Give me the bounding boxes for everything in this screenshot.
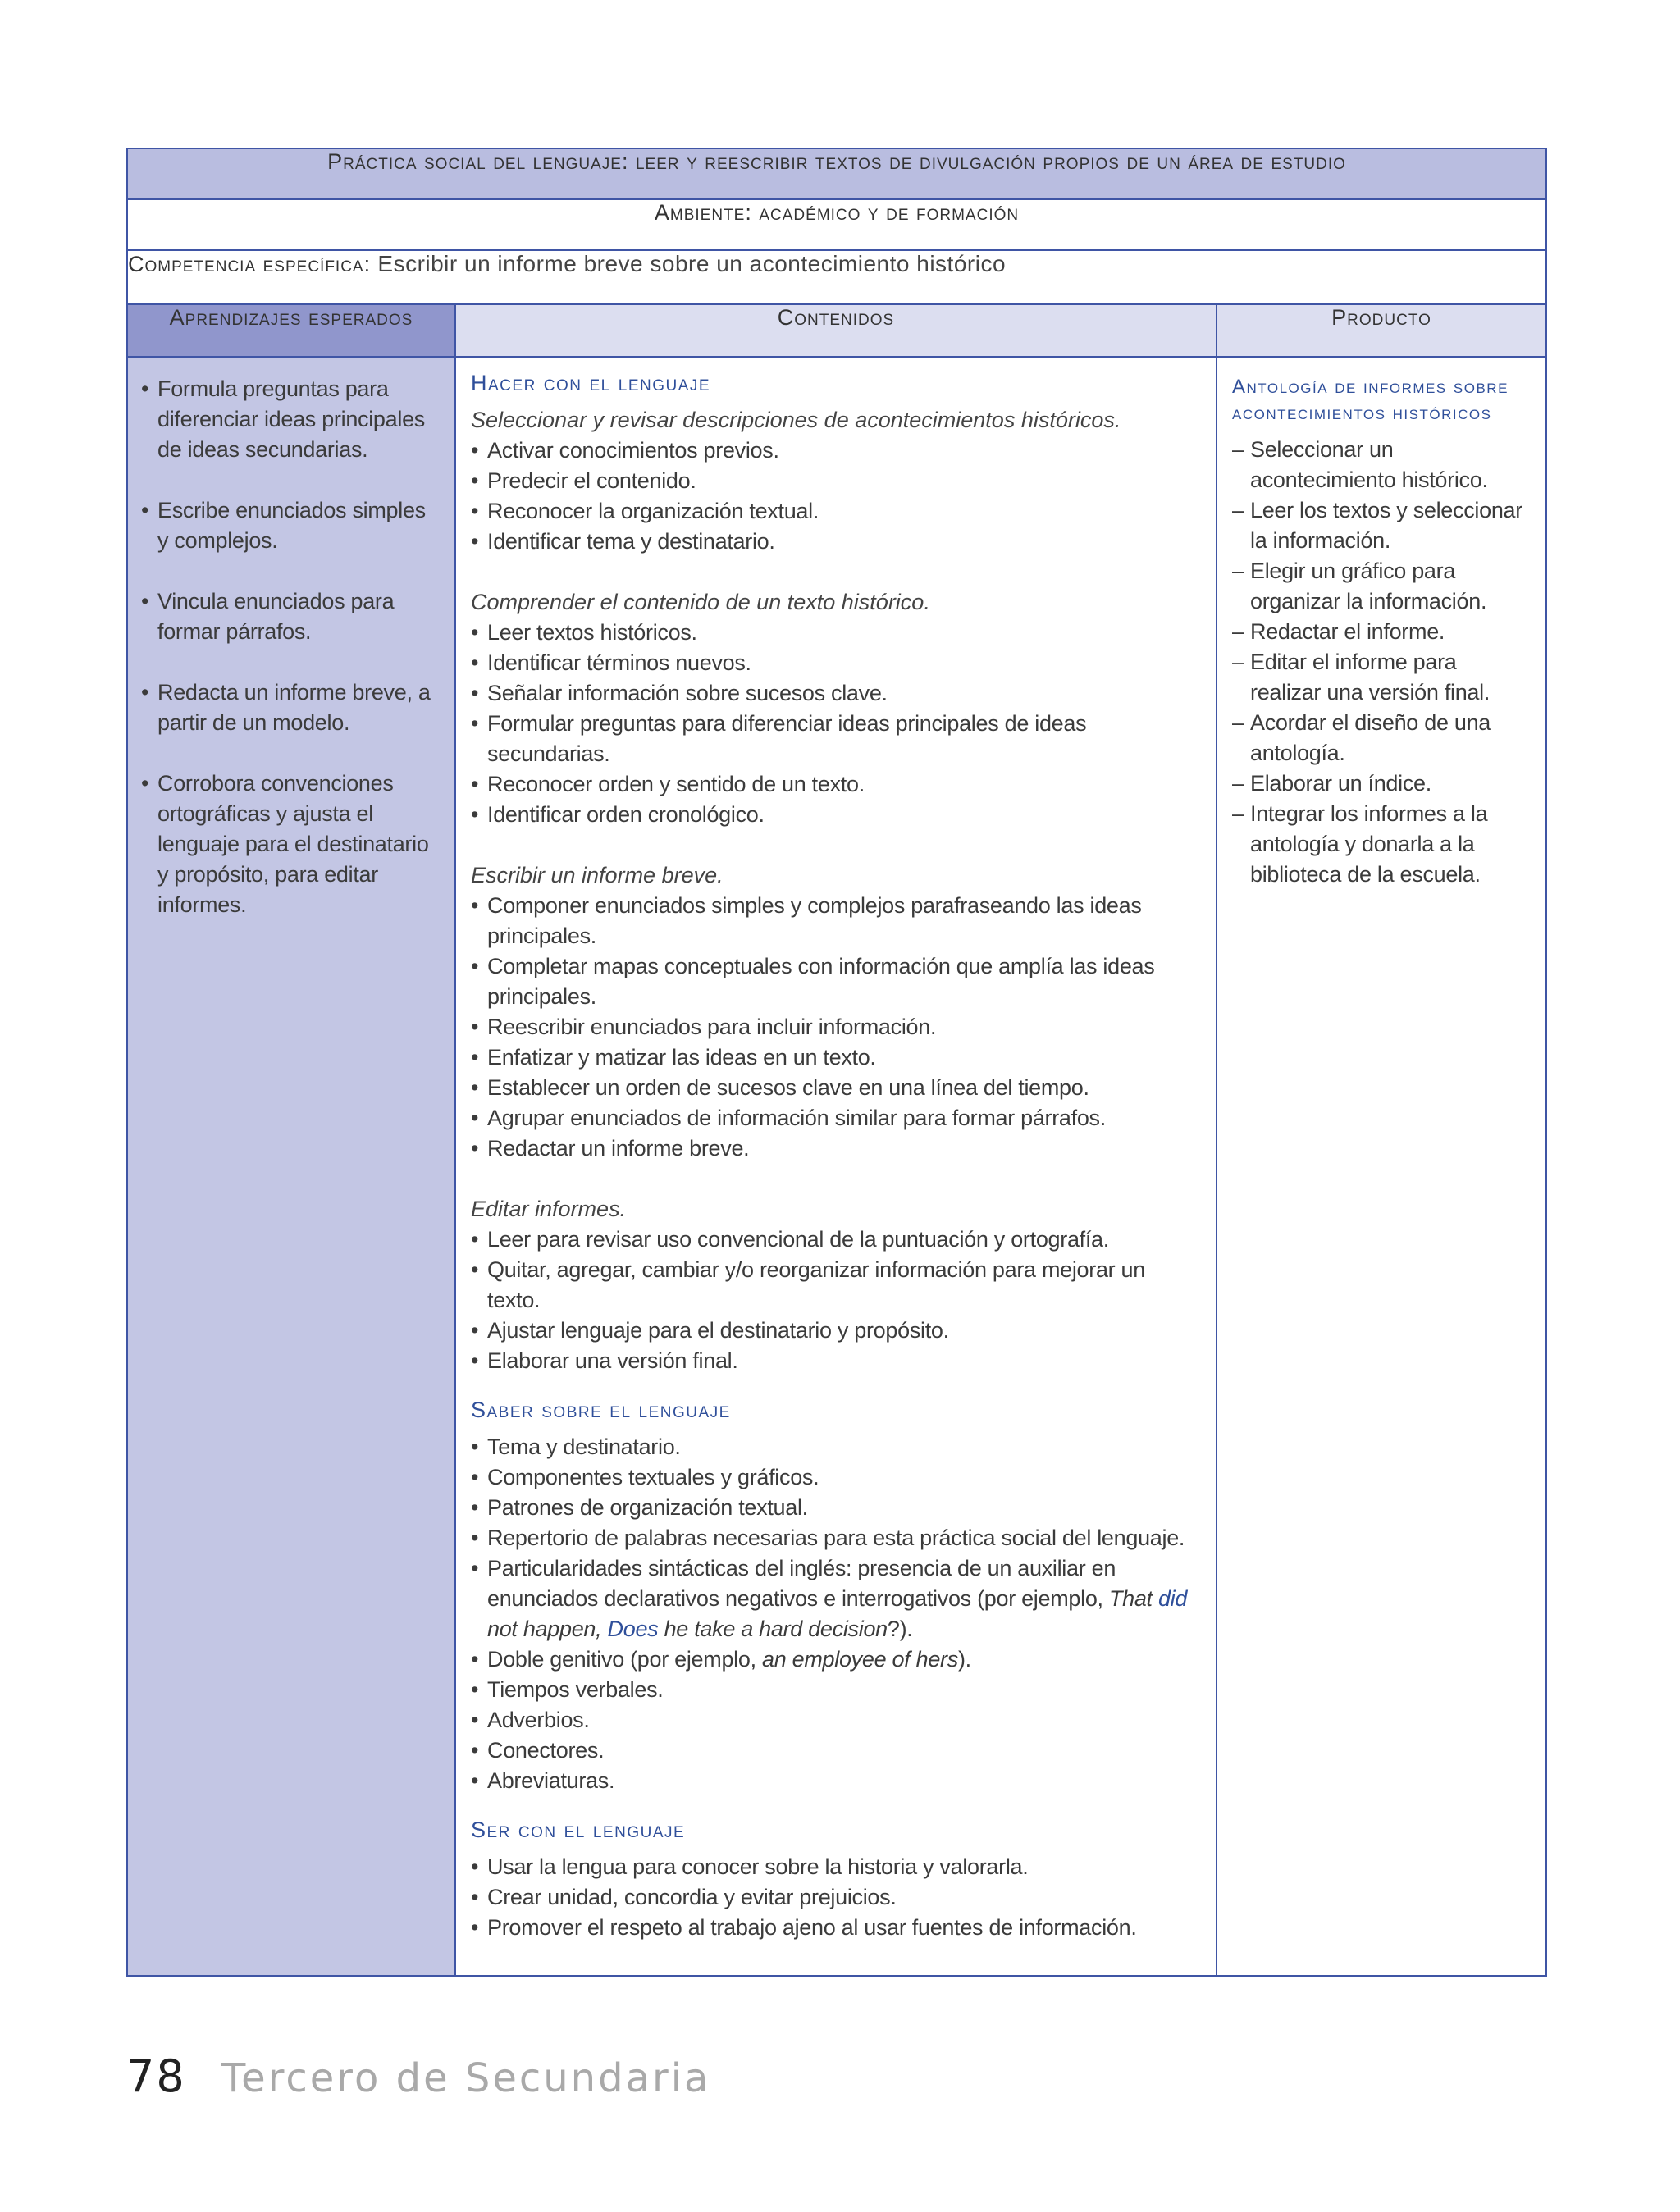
list-item: • Leer textos históricos.	[471, 618, 1201, 648]
group-subtitle: Comprender el contenido de un texto histórico.	[471, 590, 930, 614]
group-subtitle: Seleccionar y revisar descripciones de acontecimientos históricos.	[471, 408, 1121, 432]
list-item: • Identificar términos nuevos.	[471, 648, 1201, 678]
highlight-auxiliary: Does	[607, 1617, 659, 1641]
producto-heading: Antología de informes sobre acontecimientos históricos	[1232, 376, 1509, 424]
contenidos-column	[455, 357, 1217, 1976]
list-item: • Promover el respeto al trabajo ajeno al usar fuentes de información.	[471, 1913, 1201, 1943]
sint-text: Particularidades sintácticas del inglés: presencia de un auxiliar en enunciados declarativos negativos e interrogativos (por ejemplo,	[487, 1556, 1116, 1611]
group-subtitle: Escribir un informe breve.	[471, 863, 724, 887]
list-item: • Abreviaturas.	[471, 1766, 1201, 1796]
list-item: • Agrupar enunciados de información similar para formar párrafos.	[471, 1103, 1201, 1133]
list-item	[471, 1553, 1201, 1644]
competencia-label: Competencia específica:	[128, 252, 372, 276]
list-item: • Leer para revisar uso convencional de la puntuación y ortografía.	[471, 1225, 1201, 1255]
list-item: – Seleccionar un acontecimiento histórico.	[1232, 435, 1532, 495]
competencia-row	[127, 250, 1546, 304]
competencia-text: Escribir un informe breve sobre un acontecimiento histórico	[371, 251, 1007, 276]
list-item: • Formular preguntas para diferenciar ideas principales de ideas secundarias.	[471, 709, 1201, 769]
example-text: an employee of hers	[761, 1647, 958, 1672]
example-text: That	[1108, 1586, 1158, 1611]
list-item: • Enfatizar y matizar las ideas en un texto.	[471, 1042, 1201, 1073]
list-item: • Identificar orden cronológico.	[471, 800, 1201, 830]
list-item: – Redactar el informe.	[1232, 617, 1532, 647]
footer-title: Tercero de Secundaria	[221, 2055, 711, 2101]
list-item: • Repertorio de palabras necesarias para esta práctica social del lenguaje.	[471, 1523, 1201, 1553]
group-subtitle: Editar informes.	[471, 1197, 627, 1221]
list-item: • Activar conocimientos previos.	[471, 436, 1201, 466]
list-item	[471, 1644, 1201, 1675]
page-number: 78	[126, 2050, 186, 2102]
ser-heading: Ser con el lenguaje	[471, 1817, 686, 1842]
contenidos-list	[471, 1432, 1201, 1796]
genitivo-text: Doble genitivo (por ejemplo,	[487, 1647, 762, 1672]
producto-column	[1217, 357, 1546, 1976]
list-item: • Patrones de organización textual.	[471, 1493, 1201, 1523]
list-item: – Editar el informe para realizar una versión final.	[1232, 647, 1532, 708]
aprendizajes-column	[127, 357, 455, 1976]
list-item: • Usar la lengua para conocer sobre la historia y valorarla.	[471, 1852, 1201, 1882]
list-item: • Redactar un informe breve.	[471, 1133, 1201, 1164]
list-item: • Redacta un informe breve, a partir de un modelo.	[141, 677, 440, 738]
example-text: he take a hard decision	[658, 1617, 888, 1641]
program-table	[126, 148, 1547, 1977]
list-item: • Establecer un orden de sucesos clave en una línea del tiempo.	[471, 1073, 1201, 1103]
highlight-auxiliary: did	[1157, 1586, 1188, 1611]
list-item: • Señalar información sobre sucesos clave.	[471, 678, 1201, 709]
list-item: • Tema y destinatario.	[471, 1432, 1201, 1462]
hacer-heading: Hacer con el lenguaje	[471, 371, 711, 395]
sint-text: ?).	[887, 1617, 913, 1641]
list-item: • Formula preguntas para diferenciar ideas principales de ideas secundarias.	[141, 374, 440, 465]
list-item: • Conectores.	[471, 1735, 1201, 1766]
list-item: • Predecir el contenido.	[471, 466, 1201, 496]
saber-heading: Saber sobre el lenguaje	[471, 1398, 731, 1422]
list-item: • Tiempos verbales.	[471, 1675, 1201, 1705]
example-text: not happen,	[487, 1617, 608, 1641]
list-item: • Elaborar una versión final.	[471, 1346, 1201, 1376]
list-item: – Elaborar un índice.	[1232, 768, 1532, 799]
genitivo-text: ).	[957, 1647, 971, 1672]
list-item: • Quitar, agregar, cambiar y/o reorganizar información para mejorar un texto.	[471, 1255, 1201, 1316]
producto-list	[1232, 435, 1532, 890]
contenidos-list	[471, 1852, 1201, 1943]
list-item: • Componer enunciados simples y complejos parafraseando las ideas principales.	[471, 891, 1201, 951]
list-item: – Leer los textos y seleccionar la información.	[1232, 495, 1532, 556]
col-header-contenidos: Contenidos	[455, 304, 1217, 357]
list-item: • Ajustar lenguaje para el destinatario y propósito.	[471, 1316, 1201, 1346]
list-item: – Integrar los informes a la antología y donarla a la biblioteca de la escuela.	[1232, 799, 1532, 890]
contenidos-list	[471, 1225, 1201, 1376]
list-item: • Reconocer orden y sentido de un texto.	[471, 769, 1201, 800]
list-item: • Identificar tema y destinatario.	[471, 527, 1201, 557]
contenidos-list	[471, 891, 1201, 1164]
contenidos-list	[471, 618, 1201, 830]
list-item: • Reescribir enunciados para incluir información.	[471, 1012, 1201, 1042]
list-item: • Crear unidad, concordia y evitar prejuicios.	[471, 1882, 1201, 1913]
list-item: • Escribe enunciados simples y complejos.	[141, 495, 440, 556]
aprendizajes-list	[141, 374, 440, 920]
col-header-producto: Producto	[1217, 304, 1546, 357]
list-item: – Elegir un gráfico para organizar la información.	[1232, 556, 1532, 617]
list-item: • Vincula enunciados para formar párrafos.	[141, 586, 440, 647]
practica-header: Práctica social del lenguaje: leer y reescribir textos de divulgación propios de un área de estudio	[127, 148, 1546, 199]
ambiente-header: Ambiente: académico y de formación	[127, 199, 1546, 250]
list-item: • Completar mapas conceptuales con información que amplía las ideas principales.	[471, 951, 1201, 1012]
list-item: • Adverbios.	[471, 1705, 1201, 1735]
list-item: • Reconocer la organización textual.	[471, 496, 1201, 527]
contenidos-list	[471, 436, 1201, 557]
list-item: • Corrobora convenciones ortográficas y ajusta el lenguaje para el destinatario y propósito, para editar informes.	[141, 768, 440, 920]
list-item: • Componentes textuales y gráficos.	[471, 1462, 1201, 1493]
list-item: – Acordar el diseño de una antología.	[1232, 708, 1532, 768]
col-header-aprendizajes: Aprendizajes esperados	[127, 304, 455, 357]
